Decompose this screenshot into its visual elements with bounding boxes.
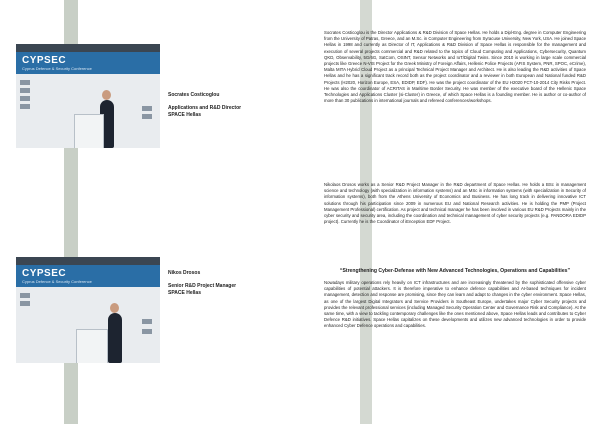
speaker2-figure [108, 313, 122, 363]
speaker2-caption [168, 270, 258, 297]
podium [74, 114, 104, 148]
speaker2-org: SPACE Hellas [168, 290, 201, 296]
speaker2-name: Nikos Drosos [168, 270, 201, 276]
speaker2-talk-title: “Strengthening Cyber-Defense with New Advanced Technologies, Operations and Capabilities” [339, 268, 571, 274]
photo-banner-title: CYPSEC [22, 268, 67, 279]
speaker1-name: Socrates Costicoglou [168, 92, 220, 98]
speaker1-photo [16, 44, 160, 148]
speaker2-head [110, 303, 119, 313]
speaker2-role: Senior R&D Project Manager [168, 283, 237, 289]
speaker1-bio: Socrates Costicoglou is the Director Applications & R&D Division of Space Hellas. He holds a Dipl-Eng. degree in Computer Engineering from the University of Patras, Greece, and an M.Sc. in Computer Engineering from Syracuse University, New York, USA. He joined Space Hellas in 1998 and currently as Director of IT, Applications & R&D Division of Space Hellas is responsible for the management and execution of several projects commercial and R&D related to the topics of Cloud Computing and Applications, Cybersecurity, Quantum QKD, Observability, 5G/6G, SatCom, OSINT, Sensor Networks and IoT/Digital Twins. Since 2010 is working in large scale commercial projects like Greece N-VIS Project for the Greek Ministry of Foreign Affairs, Hellenic Police Projects (AFIS System, PNR, SPOC, eCrime), Malta MITA Hybrid Cloud Project as a principal Technical Project Manager and Architect. He is also leading the R&D activities of Space Hellas and he has a significant track record both as the project coordinator and a reviewer in both European and National funded R&D Projects (H2020, Horizon Europe, ESA, EDIDP, EDF). He was the project coordinator of the EU H2020 FCT-10-2014 City Risks Project. He was also the coordinator of ACRITAS in Maritime Border Security. He was member of the executive board of the Hellenic Space Technologies and Applications Cluster (si-Cluster) in Greece, of which Space Hellas is a founding member. He is author or co-author of more than 30 publications in international journals and refereed conferences/workshops. [324, 30, 586, 104]
photo-banner-subtitle: Cyprus Defence & Security Conference [22, 66, 92, 71]
speaker2-bio: Nikolaos Drosos works as a Senior R&D Project Manager in the R&D department of Space Hellas. He holds a BSc in management science and technology (with specialization in information systems) and an MSc in information systems (with specialization in Security of information systems), both from the Athens University of Economics and Business. He has long track in delivering innovative ICT solutions through his participation since 2009 in numerous EU and National Research activities. He is holding the PMP (Project Management Professional) certification. As project and technical manager he has been involved in various EU R&D Projects mainly in the cyber security and security area, including the coordination and technical management of cyber security projects (e.g. PANDORA EDIDP project). Currently he is the Coordinator of iEnception EDF Project. [324, 182, 586, 225]
photo-banner-subtitle: Cyprus Defence & Security Conference [22, 279, 92, 284]
speaker1-org: SPACE Hellas [168, 112, 201, 118]
photo-banner-title: CYPSEC [22, 55, 67, 66]
speaker2-abstract: Nowadays military operations rely heavily on ICT infrastructures and are increasingly threatened by the sophisticated offensive cyber capabilities of potential attackers. It is therefore imperative to enhance defence capabilities and AI-based techniques for incident management, detection and response are promising, since they can learn and adapt to changes in the cyber environment. Space Hellas, as one of the largest Digital Integrators and Service Providers in Southeast Europe, undertakes major Cyber Security projects and provides the relevant professional services (including Managed Security Operation Center and Governance Risk and Compliance). At the same time, with a view to tackling contemporary challenges like the ones mentioned above, Space Hellas leads and contributes to Cyber Defence R&D initiatives. Space Hellas capitalizes on these developments and utilizes new advanced technologies in order to provide enhanced Cyber Defence operations and capabilities. [324, 280, 586, 329]
speaker1-role: Applications and R&D Director [168, 105, 242, 111]
speaker2-photo [16, 257, 160, 363]
speaker1-head [102, 90, 111, 100]
podium [76, 329, 108, 363]
speaker1-caption [168, 92, 258, 119]
